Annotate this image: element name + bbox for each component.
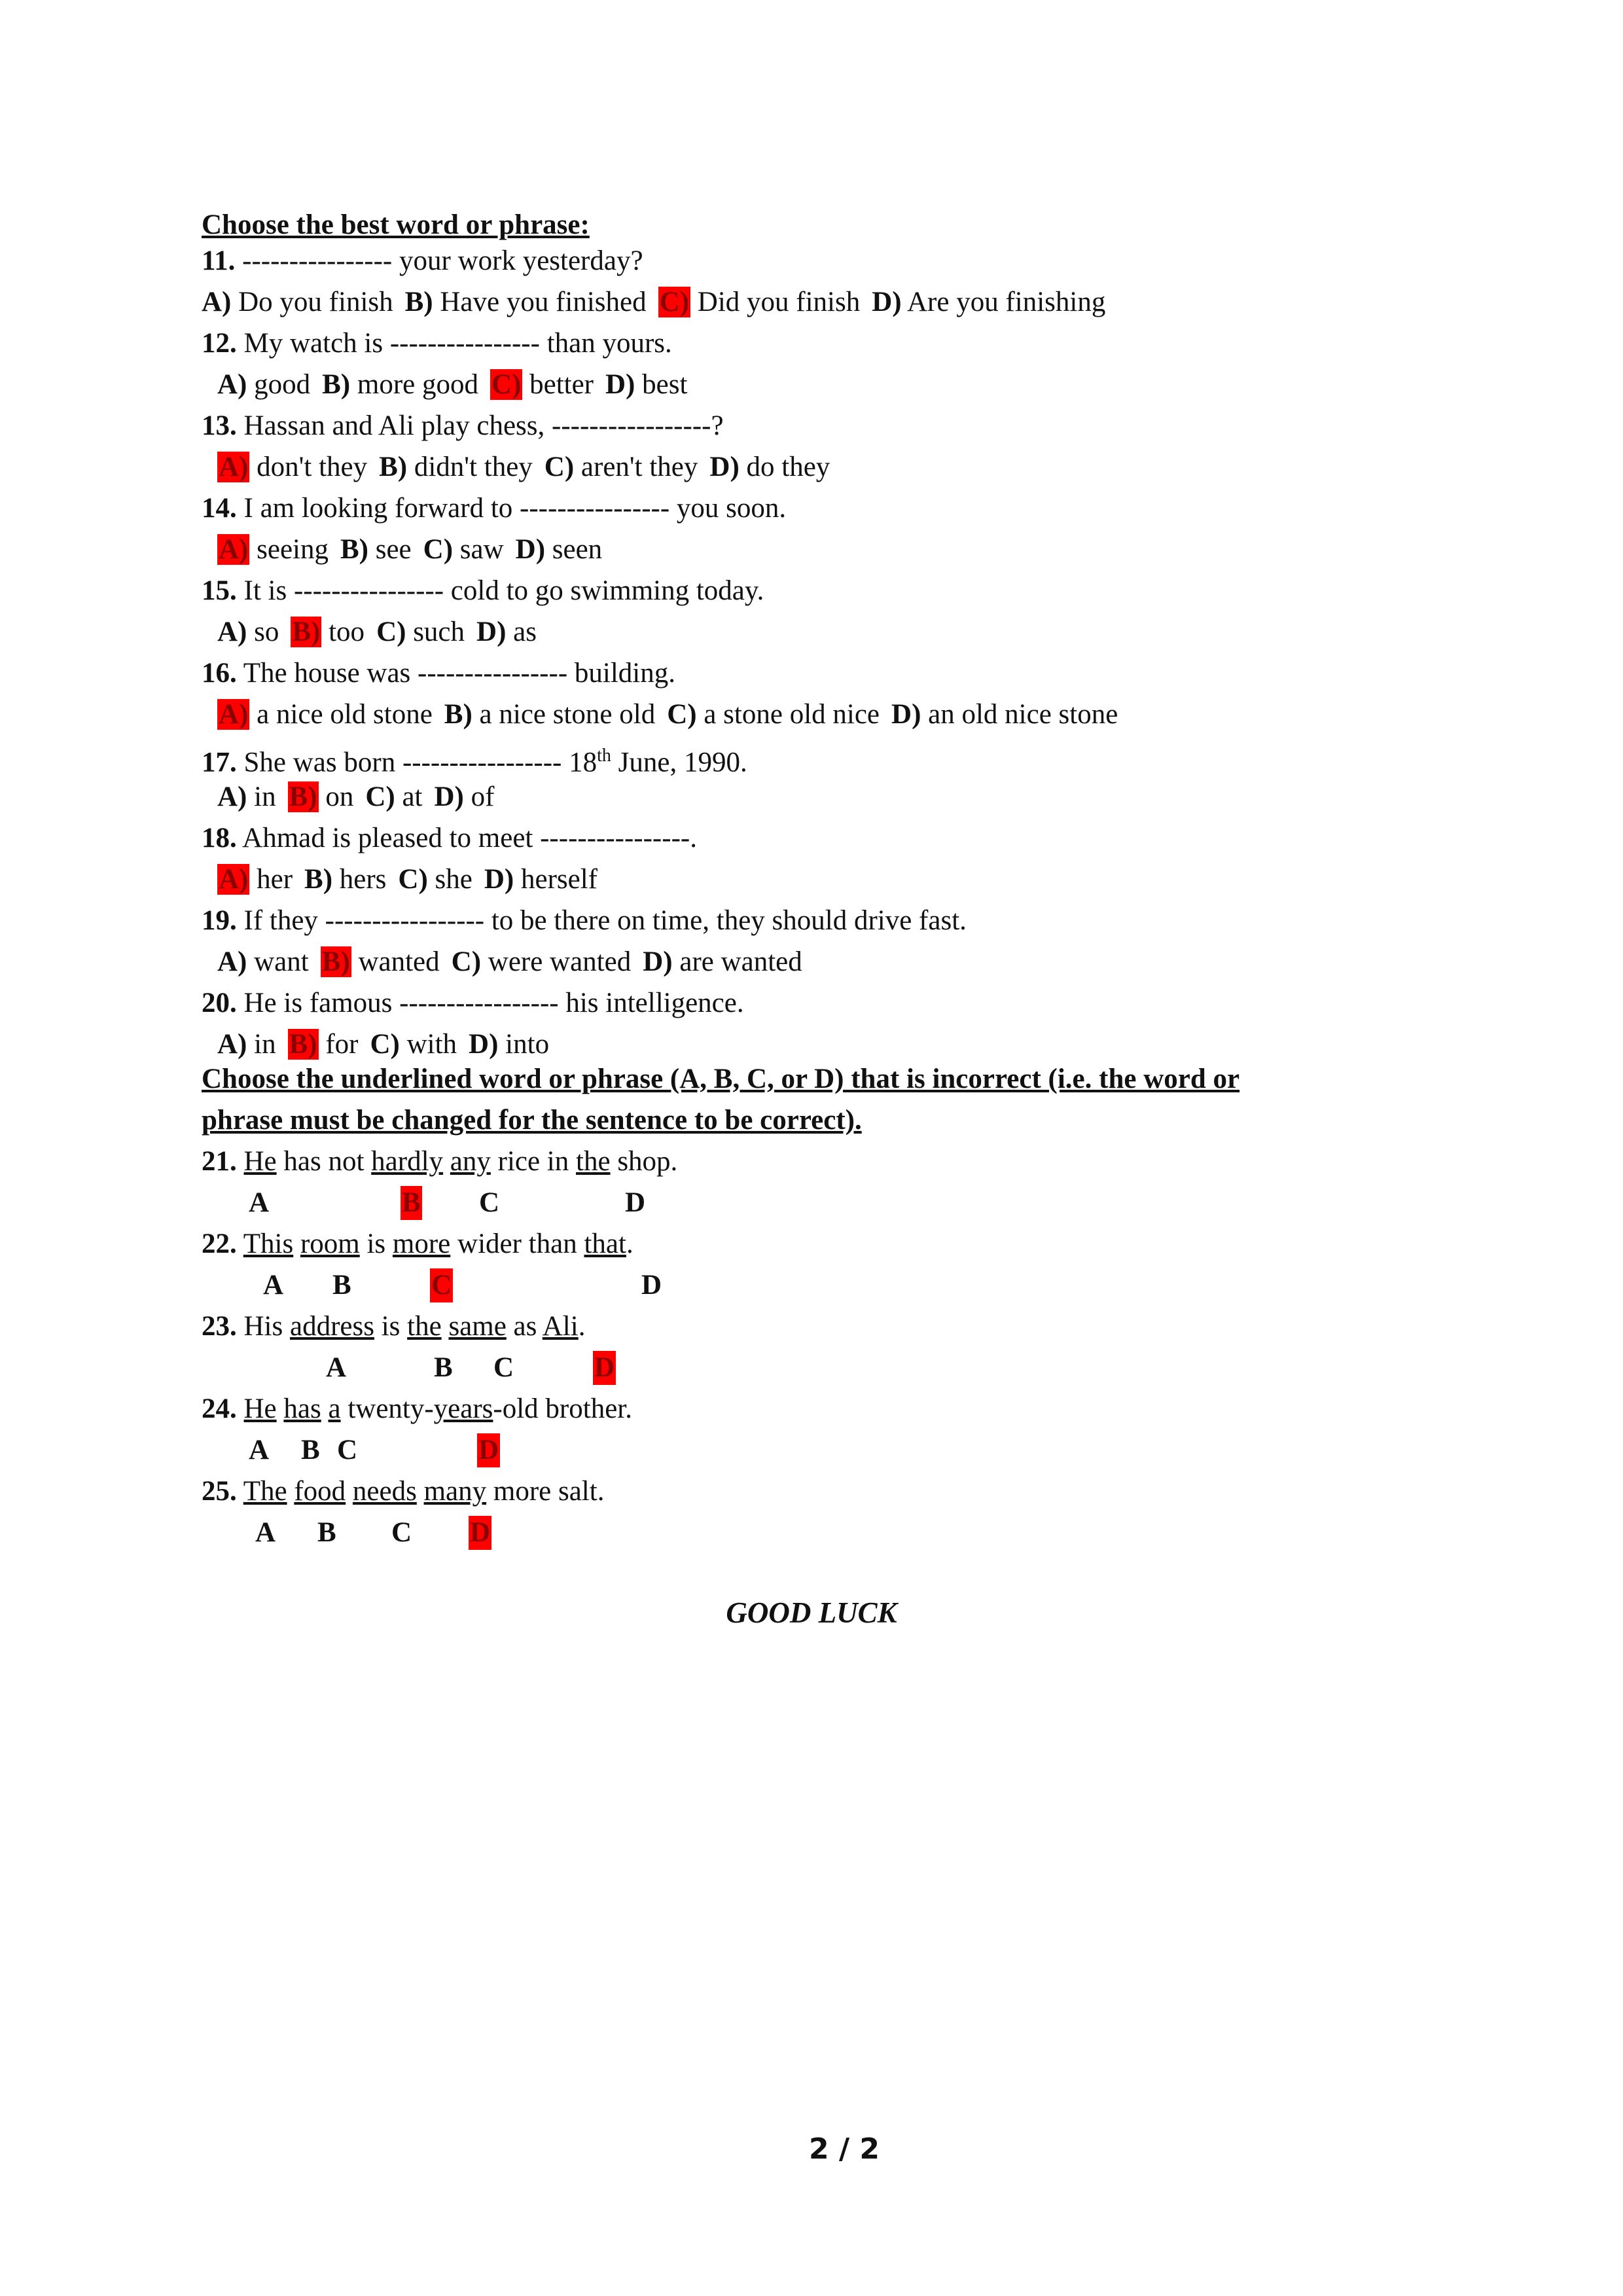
sentence-part: is [359,1229,393,1259]
option-text: into [505,1029,550,1060]
selected-answer-label: A) [219,452,249,482]
question-number: 18. [202,823,237,853]
question-text: I am looking forward to ---------------- you soon. [243,493,787,524]
option-text: good [254,369,311,400]
option-text: herself [521,864,597,895]
sentence [202,1475,604,1509]
sentence-part: wider than [450,1229,584,1259]
underlined-part: hardly [371,1146,444,1177]
selected-answer-label: B) [321,946,350,977]
option-text: as [513,617,537,647]
underlined-part: room [300,1229,360,1259]
question-text: She was born ----------------- 18 [243,747,597,778]
option-text: don't they [257,452,368,482]
selected-answer-label: B) [292,617,321,647]
option-label: B) [379,452,408,482]
sentence-part: -old brother. [493,1393,632,1424]
options-row [217,945,802,979]
underlined-part: He [243,1393,277,1424]
option-text: a nice stone old [479,699,656,730]
answer-letter: C [493,1352,514,1383]
option-text: too [329,617,365,647]
question-number: 22. [202,1229,237,1259]
sentence-part: . [578,1311,586,1342]
sentence-part: His [243,1311,290,1342]
options-row [217,450,830,484]
question-text: My watch is ---------------- than yours. [243,328,672,359]
sentence-part [277,1393,284,1424]
question-number: 11. [202,245,236,276]
question-stem [202,492,786,526]
sentence-part [346,1476,353,1507]
selected-answer-letter: B [401,1186,422,1220]
option-text: with [406,1029,457,1060]
ordinal-suffix: th [597,745,611,766]
question-number: 24. [202,1393,237,1424]
option-text: an old nice stone [928,699,1118,730]
sentence-part: shop. [610,1146,678,1177]
option-text: a nice old stone [257,699,433,730]
underlined-part: has [283,1393,321,1424]
option-label: A) [217,1029,247,1060]
option-text: Are you finishing [906,287,1106,317]
answer-letter: C [337,1435,358,1465]
option-text: hers [339,864,387,895]
option-text: best [642,369,688,400]
options-row [217,368,687,402]
selected-answer-letter: C [430,1268,453,1302]
answer-letter: B [301,1435,320,1465]
answer-letter: B [317,1517,336,1548]
question-number: 17. [202,747,237,778]
option-text: on [325,781,354,812]
answer-letter: A [326,1352,347,1383]
question-stem [202,656,675,691]
question-text: Ahmad is pleased to meet ----------------. [242,823,697,853]
option-label: C) [544,452,575,482]
answer-letters-row [0,1268,1623,1302]
sentence-part: has not [276,1146,372,1177]
option-text: better [529,369,594,400]
question-text: He is famous ----------------- his intelligence. [243,988,744,1018]
answer-letter: A [255,1517,276,1548]
question-number: 19. [202,905,237,936]
option-text: in [254,1029,276,1060]
question-text: June, 1990. [611,747,747,778]
option-label: C) [398,864,428,895]
option-text: for [325,1029,359,1060]
option-text: at [402,781,423,812]
question-number: 21. [202,1146,237,1177]
selected-answer-label: B) [289,1029,317,1060]
option-label: A) [202,287,232,317]
option-label: D) [484,864,514,895]
option-text: in [254,781,276,812]
answer-letter: D [641,1270,662,1300]
underlined-part: that [584,1229,626,1259]
option-label: C) [370,1029,400,1060]
section2-heading-line1: Choose the underlined word or phrase (A, B, C, or D) that is incorrect (i.e. the word or [202,1064,1240,1094]
section2-heading-line2: phrase must be changed for the sentence to be correct). [202,1105,862,1136]
options-row [202,285,1105,319]
option-text: such [413,617,465,647]
answer-letters-row [0,1186,1623,1220]
question-stem [202,904,967,938]
answer-letter: B [434,1352,453,1383]
underlined-part: The [243,1476,287,1507]
option-text: want [254,946,309,977]
question-number: 25. [202,1476,237,1507]
question-number: 15. [202,575,237,606]
option-text: Do you finish [238,287,393,317]
options-row [217,615,537,649]
selected-answer-letter: D [477,1433,500,1467]
option-text: see [375,534,412,565]
underlined-part: This [243,1229,294,1259]
question-stem [202,409,724,443]
option-label: B) [304,864,333,895]
section1-heading: Choose the best word or phrase: [202,209,590,240]
answer-letter: A [263,1270,284,1300]
option-label: D) [515,534,546,565]
option-label: D) [709,452,740,482]
question-number: 14. [202,493,237,524]
underlined-part: He [243,1146,277,1177]
question-stem [202,244,643,278]
option-label: C) [423,534,454,565]
underlined-part: more [392,1229,451,1259]
option-label: D) [434,781,464,812]
option-text: didn't they [414,452,533,482]
question-stem [202,986,744,1020]
question-stem [202,739,747,780]
sentence-part [287,1476,294,1507]
selected-answer-label: A) [219,534,249,565]
answer-letter: D [625,1187,646,1218]
selected-answer-label: C) [491,369,522,400]
sentence-part [321,1393,329,1424]
option-text: her [257,864,293,895]
sentence-part: . [626,1229,633,1259]
sentence-part: twenty- [340,1393,434,1424]
question-stem [202,821,697,855]
underlined-part: years [433,1393,493,1424]
option-text: Have you finished [440,287,647,317]
option-label: C) [365,781,395,812]
sentence [202,1227,633,1261]
option-text: seeing [257,534,329,565]
selected-answer-letter: D [593,1351,616,1385]
selected-answer-label: C) [659,287,690,317]
underlined-part: same [448,1311,507,1342]
option-text: aren't they [580,452,698,482]
sentence-part [417,1476,424,1507]
option-label: D) [469,1029,499,1060]
answer-letters-row [0,1433,1623,1467]
answer-letter: A [249,1435,270,1465]
option-text: are wanted [679,946,802,977]
option-text: do they [746,452,830,482]
option-label: B) [340,534,368,565]
underlined-part: a [328,1393,341,1424]
option-label: D) [605,369,635,400]
sentence-part: is [374,1311,408,1342]
option-text: so [254,617,279,647]
question-text: Hassan and Ali play chess, -----------------? [243,410,724,441]
question-stem [202,574,764,608]
option-label: C) [667,699,697,730]
options-row [217,780,494,814]
sentence-part: rice in [490,1146,577,1177]
option-text: of [471,781,495,812]
underlined-part: address [289,1311,374,1342]
underlined-part: any [450,1146,491,1177]
question-number: 23. [202,1311,237,1342]
option-label: C) [376,617,406,647]
underlined-part: Ali [542,1311,579,1342]
question-text: If they ----------------- to be there on time, they should drive fast. [243,905,967,936]
option-label: D) [891,699,921,730]
options-row [217,1028,549,1062]
option-label: D) [476,617,507,647]
option-label: B) [444,699,473,730]
page-number: 2 / 2 [809,2132,880,2166]
question-text: It is ---------------- cold to go swimming today. [243,575,764,606]
selected-answer-label: A) [219,699,249,730]
answer-letter: A [249,1187,270,1218]
option-label: D) [643,946,673,977]
answer-letters-row [0,1351,1623,1385]
option-text: Did you finish [697,287,861,317]
selected-answer-letter: D [469,1516,491,1550]
question-stem [202,327,672,361]
answer-letters-row [0,1516,1623,1550]
option-label: D) [872,287,902,317]
sentence [202,1392,632,1426]
option-text: a stone old nice [704,699,880,730]
answer-letter: B [332,1270,351,1300]
question-number: 13. [202,410,237,441]
question-number: 20. [202,988,237,1018]
option-label: A) [217,617,247,647]
selected-answer-label: B) [289,781,317,812]
option-label: B) [322,369,351,400]
option-text: were wanted [488,946,632,977]
option-text: she [435,864,473,895]
sentence-part [293,1229,300,1259]
option-text: wanted [358,946,440,977]
question-number: 12. [202,328,237,359]
question-number: 16. [202,658,237,689]
option-label: A) [217,369,247,400]
sentence-part: as [506,1311,543,1342]
options-row [217,863,597,897]
question-text: ---------------- your work yesterday? [242,245,643,276]
options-row [217,698,1118,732]
question-text: The house was ---------------- building. [243,658,675,689]
option-label: B) [404,287,433,317]
underlined-part: the [576,1146,611,1177]
sentence [202,1310,585,1344]
underlined-part: food [294,1476,346,1507]
option-label: A) [217,946,247,977]
option-text: seen [552,534,603,565]
sentence-part [443,1146,450,1177]
answer-letter: C [391,1517,412,1548]
answer-letter: C [479,1187,500,1218]
option-label: A) [217,781,247,812]
options-row [217,533,602,567]
sentence [202,1145,677,1179]
underlined-part: the [407,1311,442,1342]
selected-answer-label: A) [219,864,249,895]
sentence-part: more salt. [486,1476,605,1507]
sentence-part [442,1311,449,1342]
option-label: C) [451,946,482,977]
option-text: saw [459,534,504,565]
option-text: more good [357,369,478,400]
underlined-part: many [423,1476,487,1507]
good-luck-footer: GOOD LUCK [726,1596,897,1629]
underlined-part: needs [352,1476,417,1507]
